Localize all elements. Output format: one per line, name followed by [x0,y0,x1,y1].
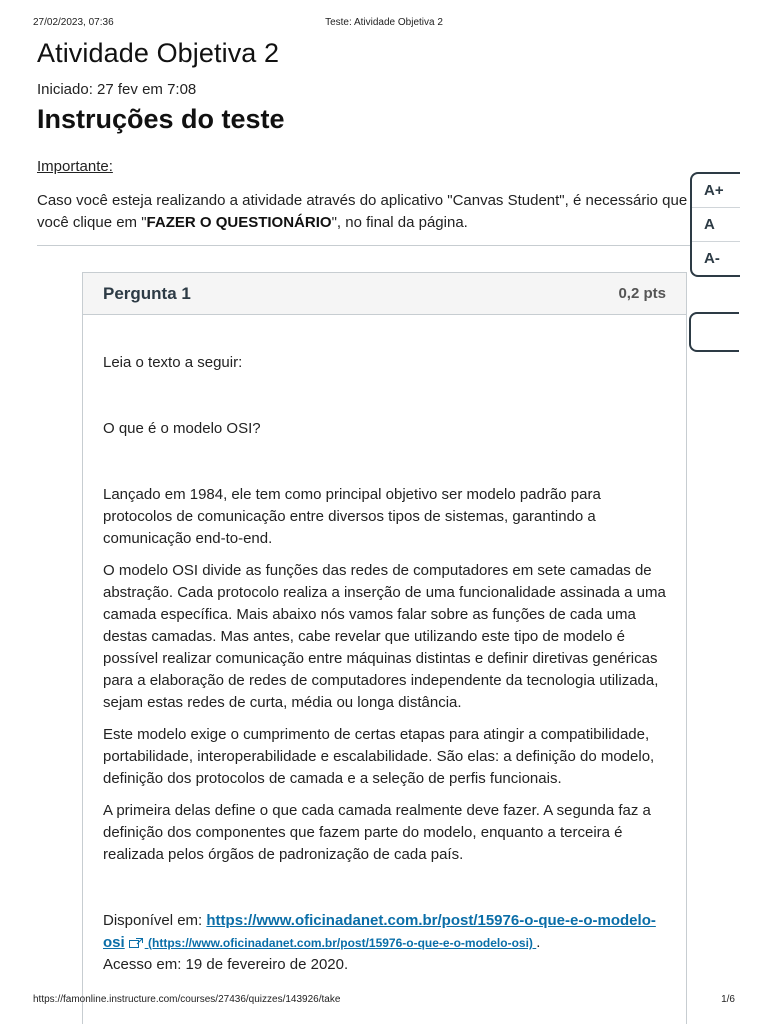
print-url: https://famonline.instructure.com/courses/27436/quizzes/143926/take [33,994,341,1005]
font-increase-button[interactable]: A+ [692,174,740,208]
side-toggle-button[interactable] [689,312,739,352]
access-date: Acesso em: 19 de fevereiro de 2020. [103,956,349,973]
instruction-text [37,190,691,234]
source-link-full[interactable]: (https://www.oficinadanet.com.br/post/15976-o-que-e-o-modelo-osi) [144,936,537,950]
question-intro: Leia o texto a seguir: [103,354,243,371]
font-normal-button[interactable]: A [692,208,740,242]
font-decrease-button[interactable]: A- [704,250,720,267]
instruction-line-2b: ", no final da página. [331,214,468,231]
source-dot: . [536,934,541,951]
print-datetime: 27/02/2023, 07:36 [33,17,114,28]
question-header [83,273,686,315]
quiz-started-at: Iniciado: 27 fev em 7:08 [37,81,197,98]
print-footer [0,994,768,1008]
section-divider [37,245,691,246]
question-card [82,272,687,1024]
font-size-toolbar [690,172,740,277]
question-paragraph: Este modelo exige o cumprimento de certas etapas para atingir a compatibilidade, portabilidade, interoperabilidade e escalabilidade. São elas: a definição do modelo, definição dos protocolos de camada e a seleção de perfis funcionais. [103,726,655,787]
instruction-line-1: Caso você esteja realizando a atividade através do aplicativo "Canvas Student", é necessário que [37,192,688,209]
quiz-title: Atividade Objetiva 2 [37,38,280,68]
instructions-heading: Instruções do teste [37,104,285,134]
question-name: Pergunta 1 [103,284,191,303]
instruction-line-2a: você clique em " [37,214,147,231]
print-page-number: 1/6 [721,994,735,1005]
external-link-icon [129,938,143,948]
source-label: Disponível em: [103,912,207,929]
question-paragraph: A primeira delas define o que cada camada realmente deve fazer. A segunda faz a definição dos componentes que fazem parte do modelo, enquanto a terceira é realizada pelos órgãos de padronização de cada país. [103,802,651,863]
question-subtitle: O que é o modelo OSI? [103,420,261,437]
question-points: 0,2 pts [618,285,666,302]
question-paragraph: O modelo OSI divide as funções das redes de computadores em sete camadas de abstração. Cada protocolo realiza a inserção de uma funcionalidade assinada a uma camada específica. Mais abaixo nós vamos falar sobre as funções de cada uma destas camadas. Mas antes, cabe revelar que utilizando este tipo de modelo é possível realizar comunicação entre máquinas distintas e definir diretivas genéricas para a elaboração de redes de computadores independente da tecnologia utilizada, sejam estas redes de curta, média ou longa distância. [103,562,666,711]
print-title: Teste: Atividade Objetiva 2 [325,17,443,28]
source-link[interactable]: https://www.oficinadanet.com.br/post/15976-o-que-e-o-modelo-osi [103,912,656,951]
instruction-bold: FAZER O QUESTIONÁRIO [146,214,332,231]
important-label: Importante: [37,158,113,175]
question-paragraph: Lançado em 1984, ele tem como principal objetivo ser modelo padrão para protocolos de comunicação entre diversos tipos de sistemas, garantindo a comunicação end-to-end. [103,486,601,547]
print-header [0,17,768,31]
source-reference [103,910,673,976]
